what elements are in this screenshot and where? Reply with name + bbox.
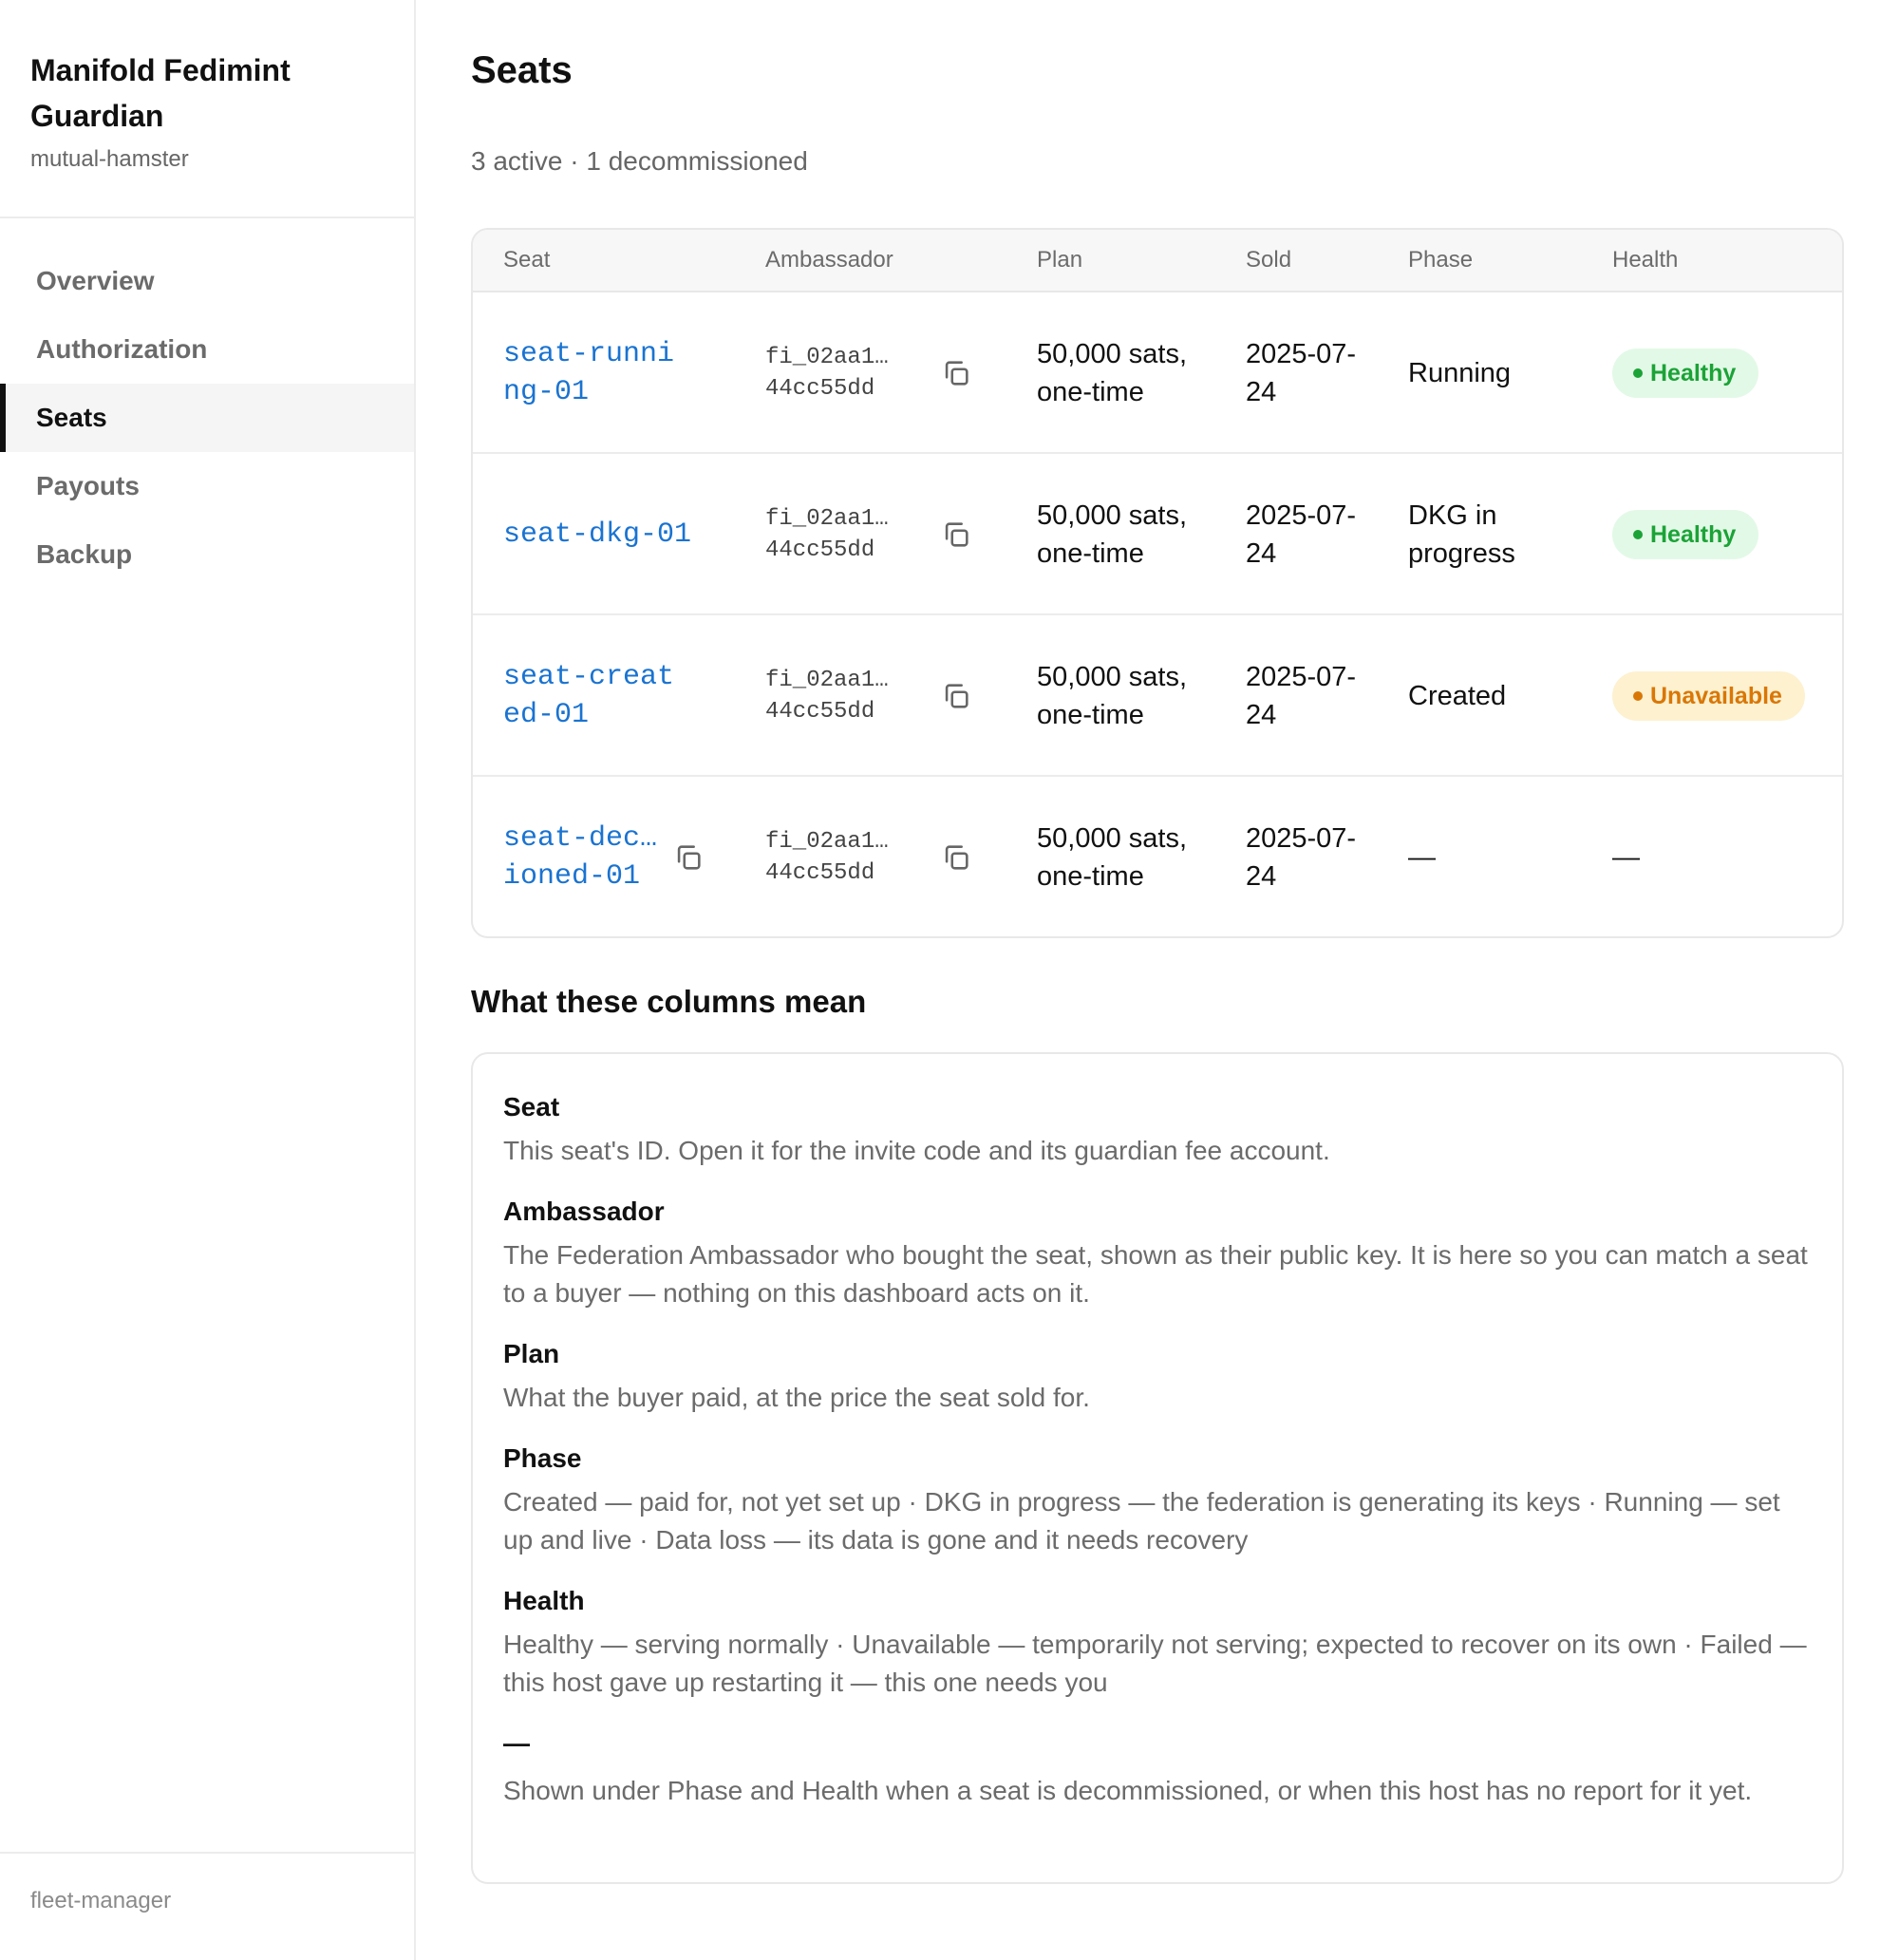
column-header-plan: Plan	[1037, 247, 1083, 273]
health-text: —	[1612, 842, 1640, 873]
health-label: Unavailable	[1650, 682, 1782, 709]
health-badge	[1612, 510, 1758, 559]
seats-table	[471, 228, 1844, 938]
ambassador-key	[765, 665, 898, 727]
page-title: Seats	[471, 49, 573, 91]
legend-term-plan: Plan	[503, 1339, 560, 1368]
sidebar-item-backup[interactable]: Backup	[36, 539, 133, 569]
seat-id-link[interactable]	[503, 820, 658, 895]
sidebar-item-overview[interactable]: Overview	[36, 266, 155, 295]
health-label: Healthy	[1650, 359, 1737, 386]
legend-term-dash: —	[503, 1728, 530, 1758]
health-badge	[1612, 349, 1758, 398]
status-dot-icon	[1633, 530, 1643, 539]
legend-title: What these columns mean	[471, 984, 867, 1019]
sidebar-item-seats[interactable]: Seats	[0, 384, 414, 452]
ambassador-key-line2: 44cc55dd	[765, 376, 875, 402]
phase-text: DKG in progress	[1408, 500, 1515, 569]
column-header-phase: Phase	[1408, 247, 1474, 273]
column-legend	[471, 1052, 1844, 1884]
status-dot-icon	[1633, 368, 1643, 378]
seat-id-line1: seat-dec…	[503, 822, 658, 855]
table-row	[473, 454, 1842, 615]
table-row	[473, 292, 1842, 454]
sold-date: 2025-07-24	[1246, 662, 1357, 730]
legend-term-ambassador: Ambassador	[503, 1197, 665, 1226]
sold-date: 2025-07-24	[1246, 339, 1357, 407]
ambassador-key-line1: fi_02aa1…	[765, 345, 889, 370]
legend-term-health: Health	[503, 1586, 585, 1615]
brand	[0, 0, 414, 218]
sidebar	[0, 0, 416, 1960]
sold-date: 2025-07-24	[1246, 823, 1357, 892]
legend-desc-health: Healthy — serving normally · Unavailable — temporarily not serving; expected to recover on its own · Failed — this host gave up restarting it — this one needs you	[503, 1630, 1807, 1697]
ambassador-key-line1: fi_02aa1…	[765, 668, 889, 693]
sold-date: 2025-07-24	[1246, 500, 1357, 569]
legend-desc-seat: This seat's ID. Open it for the invite code and its guardian fee account.	[503, 1136, 1330, 1165]
legend-term-phase: Phase	[503, 1443, 582, 1473]
ambassador-key-line2: 44cc55dd	[765, 860, 875, 886]
ambassador-key-line2: 44cc55dd	[765, 699, 875, 725]
phase-text: Created	[1408, 681, 1507, 711]
phase-text: Running	[1408, 358, 1512, 388]
seat-id-line2: ioned-01	[503, 860, 641, 893]
table-row	[473, 615, 1842, 777]
seat-id-link[interactable]: seat-running-01	[503, 338, 675, 408]
copy-icon[interactable]	[940, 841, 972, 874]
legend-term-seat: Seat	[503, 1092, 560, 1121]
legend-desc-plan: What the buyer paid, at the price the seat sold for.	[503, 1383, 1090, 1412]
plan-text: 50,000 sats, one-time	[1037, 823, 1187, 892]
copy-icon[interactable]	[672, 841, 705, 874]
sidebar-nav	[0, 247, 414, 589]
ambassador-key	[765, 503, 898, 566]
legend-desc-ambassador: The Federation Ambassador who bought the seat, shown as their public key. It is here so you can match a seat to a buyer — nothing on this dashboard acts on it.	[503, 1240, 1808, 1308]
ambassador-key	[765, 826, 898, 889]
sidebar-item-authorization[interactable]: Authorization	[36, 334, 208, 364]
legend-desc-phase: Created — paid for, not yet set up · DKG in progress — the federation is generating its keys · Running — set up and live · Data loss — its data is gone and it needs recovery	[503, 1487, 1780, 1555]
status-dot-icon	[1633, 691, 1643, 701]
table-header	[473, 230, 1842, 292]
column-header-health: Health	[1612, 247, 1679, 273]
column-header-ambassador: Ambassador	[765, 247, 893, 273]
copy-icon[interactable]	[940, 680, 972, 712]
phase-text: —	[1408, 842, 1436, 873]
copy-icon[interactable]	[940, 518, 972, 551]
plan-text: 50,000 sats, one-time	[1037, 500, 1187, 569]
app-title: Manifold Fedimint Guardian	[30, 53, 291, 133]
ambassador-key	[765, 342, 898, 405]
ambassador-key-line2: 44cc55dd	[765, 537, 875, 563]
health-label: Healthy	[1650, 520, 1737, 548]
seat-id-link[interactable]: seat-created-01	[503, 661, 675, 731]
plan-text: 50,000 sats, one-time	[1037, 339, 1187, 407]
seat-id-link[interactable]: seat-dkg-01	[503, 518, 692, 551]
ambassador-key-line1: fi_02aa1…	[765, 829, 889, 855]
ambassador-key-line1: fi_02aa1…	[765, 506, 889, 532]
table-row	[473, 777, 1842, 938]
health-badge	[1612, 671, 1805, 721]
sidebar-footer: fleet-manager	[0, 1852, 414, 1960]
column-header-seat: Seat	[503, 247, 551, 273]
instance-name: mutual-hamster	[30, 146, 189, 172]
legend-desc-dash: Shown under Phase and Health when a seat is decommissioned, or when this host has no report for it yet.	[503, 1776, 1753, 1805]
plan-text: 50,000 sats, one-time	[1037, 662, 1187, 730]
copy-icon[interactable]	[940, 357, 972, 389]
seat-summary: 3 active · 1 decommissioned	[471, 146, 808, 176]
column-header-sold: Sold	[1246, 247, 1292, 273]
sidebar-item-payouts[interactable]: Payouts	[36, 471, 140, 500]
